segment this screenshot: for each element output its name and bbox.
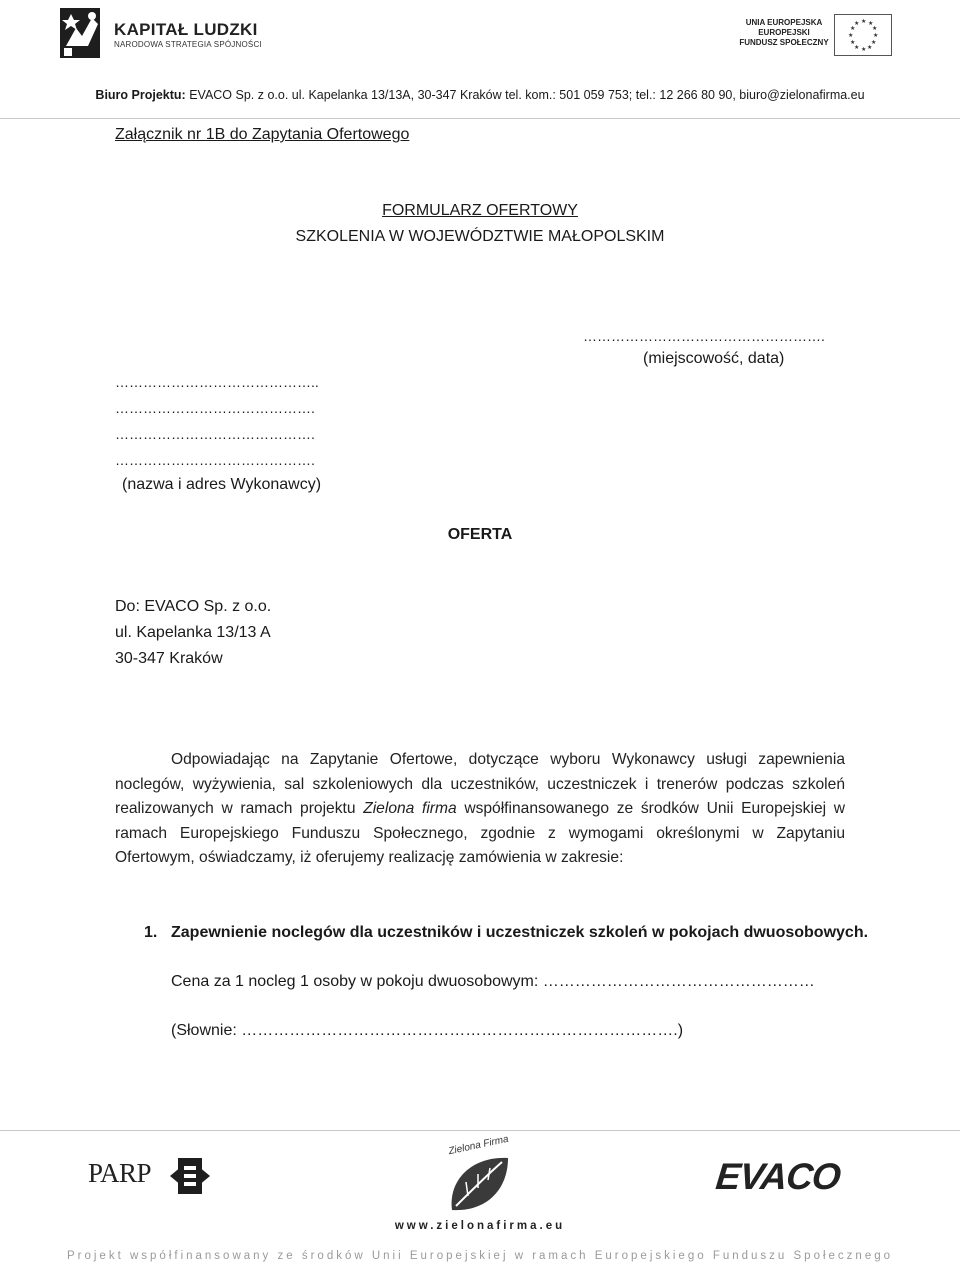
- zielona-firma-logo: [438, 1133, 522, 1218]
- parp-logo: [88, 1152, 218, 1202]
- project-name: Zielona firma: [363, 800, 457, 818]
- project-office-label: Biuro Projektu:: [95, 88, 186, 102]
- item-number: 1.: [144, 924, 158, 941]
- recipient-line-3: 30-347 Kraków: [115, 650, 223, 667]
- contractor-line-4[interactable]: …………………………………….: [115, 452, 315, 468]
- form-title: FORMULARZ OFERTOWY: [382, 202, 578, 219]
- price-field[interactable]: Cena za 1 nocleg 1 osoby w pokoju dwuosobowym: ……………………………………………: [171, 973, 815, 990]
- place-date-field[interactable]: …………………………………………….: [583, 328, 825, 344]
- svg-text:★: ★: [850, 25, 856, 32]
- recipient-line-2: ul. Kapelanka 13/13 A: [115, 624, 271, 641]
- eu-flag-icon: [834, 14, 892, 56]
- attachment-label: Załącznik nr 1B do Zapytania Ofertowego: [115, 126, 410, 143]
- contractor-line-2[interactable]: …………………………………….: [115, 400, 315, 416]
- offer-heading: OFERTA: [447, 526, 513, 543]
- contractor-caption: (nazwa i adres Wykonawcy): [122, 476, 322, 493]
- header-divider: [0, 118, 960, 119]
- project-office-line: [0, 88, 960, 102]
- parp-logo-text: PARP: [88, 1158, 152, 1188]
- kapital-ludzki-title: KAPITAŁ LUDZKI: [114, 20, 258, 39]
- svg-text:★: ★: [868, 20, 874, 27]
- eu-line-1: UNIA EUROPEJSKA: [745, 18, 823, 27]
- item-title: Zapewnienie noclegów dla uczestników i uczestniczek szkoleń w pokojach dwuosobowych.: [171, 924, 869, 941]
- offer-statement: [115, 748, 845, 871]
- eu-line-3: FUNDUSZ SPOŁECZNY: [739, 38, 829, 47]
- cofinancing-note: Projekt współfinansowany ze środków Unii Europejskiej w ramach Europejskiego Funduszu Społecznego: [66, 1250, 894, 1262]
- recipient-line-1: Do: EVACO Sp. z o.o.: [115, 598, 272, 615]
- footer-divider: [0, 1130, 960, 1131]
- eu-logo-text: [738, 18, 830, 48]
- svg-text:★: ★: [871, 39, 877, 46]
- offer-statement-part-1: Odpowiadając na Zapytanie Ofertowe, dotyczące wyboru Wykonawcy usługi zapewnienia noclegów, wyżywienia, sal szkoleniowych dla uczestników, uczestniczek i trenerów podczas szkoleń realizowanych w ramach projektu: [115, 751, 845, 818]
- kapital-ludzki-emblem-icon: [58, 6, 108, 60]
- svg-text:★: ★: [867, 44, 873, 51]
- svg-text:★: ★: [861, 46, 867, 53]
- contractor-line-1[interactable]: ……………………………………..: [115, 374, 319, 390]
- price-in-words-field[interactable]: (Słownie: ……………………………………………………………………….): [171, 1022, 684, 1039]
- svg-text:★: ★: [854, 44, 860, 51]
- svg-text:★: ★: [850, 39, 856, 46]
- evaco-logo-text: EVACO: [713, 1156, 843, 1197]
- contractor-line-3[interactable]: …………………………………….: [115, 426, 315, 442]
- kapital-ludzki-subtitle: NARODOWA STRATEGIA SPÓJNOŚCI: [114, 40, 262, 49]
- svg-text:★: ★: [872, 25, 878, 32]
- leaf-icon: [442, 1150, 518, 1216]
- eu-logo: [738, 12, 898, 58]
- zielona-firma-logo-text: Zielona Firma: [447, 1133, 510, 1158]
- svg-text:★: ★: [873, 32, 879, 39]
- svg-text:★: ★: [854, 20, 860, 27]
- place-date-caption: (miejscowość, data): [643, 350, 785, 367]
- eu-line-2: EUROPEJSKI: [758, 28, 810, 37]
- form-subtitle: SZKOLENIA W WOJEWÓDZTWIE MAŁOPOLSKIM: [295, 228, 665, 245]
- parp-arrows-icon: [166, 1152, 214, 1200]
- svg-text:★: ★: [861, 18, 867, 25]
- offer-statement-part-2: współfinansowanego ze środków Unii Europejskiej w ramach Europejskiego Funduszu Społecznego, zgodnie z wymogami określonymi w Zapytaniu Ofertowym, oświadczamy, iż oferujemy realizację zamówienia w zakresie:: [115, 800, 845, 867]
- kapital-ludzki-logo: [58, 6, 262, 60]
- svg-text:★: ★: [848, 32, 854, 39]
- evaco-logo: [713, 1156, 880, 1197]
- website-url[interactable]: www.zielonafirma.eu: [394, 1220, 566, 1232]
- project-office-text: EVACO Sp. z o.o. ul. Kapelanka 13/13A, 30-347 Kraków tel. kom.: 501 059 753; tel.: 12 266 80 90, biuro@zielonafirma.eu: [185, 88, 865, 102]
